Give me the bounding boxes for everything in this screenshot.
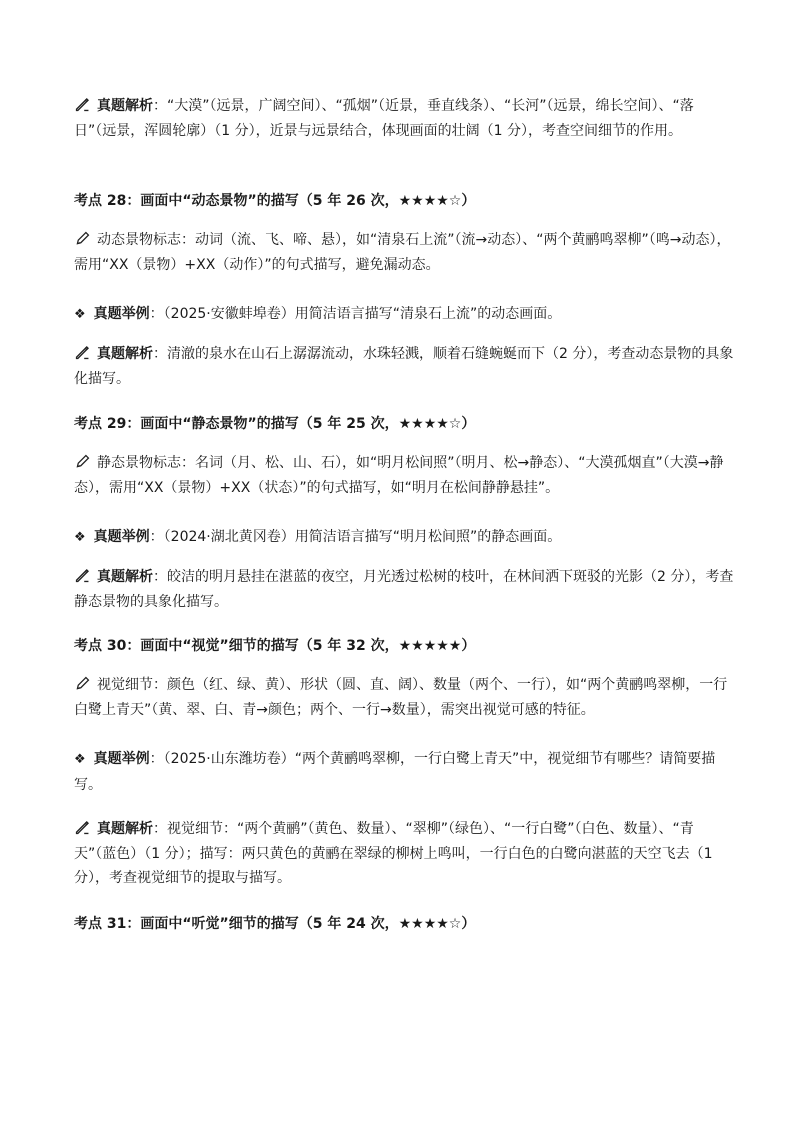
note-text: 动态景物标志：动词（流、飞、啼、悬），如“清泉石上流”（流→动态）、“两个黄鹂鸣翠柳”（鸣→动态），需用“XX（景物）+XX（动作）”的句式描写，避免漏动态。 <box>74 232 731 273</box>
section-heading-29: 考点 29：画面中“静态景物”的描写（5 年 25 次，★★★★☆） <box>74 416 476 432</box>
pencil-icon <box>74 344 91 361</box>
example-label: 真题举例 <box>93 306 150 322</box>
analysis-text: 清澈的泉水在山石上潺潺流动，水珠轻溅，顺着石缝蜿蜒而下（2 分），考查动态景物的具象化描写。 <box>74 346 734 387</box>
diamond-icon: ❖ <box>74 530 86 545</box>
analysis-paragraph: 真题解析：视觉细节：“两个黄鹂”（黄色、数量）、“翠柳”（绿色）、“一行白鹭”（白色、数量）、“青天”（蓝色）（1 分）；描写：两只黄色的黄鹂在翠绿的柳树上鸣叫，一行白色的白鹭向湛蓝的天空飞去（1 分），考查视觉细节的提取与描写。 <box>74 821 713 886</box>
pencil-icon <box>74 96 91 113</box>
example-text: （2024·湖北黄冈卷）用简洁语言描写“明月松间照”的静态画面。 <box>163 529 562 545</box>
pen-icon <box>74 675 91 692</box>
example-text: （2025·安徽蚌埠卷）用简洁语言描写“清泉石上流”的动态画面。 <box>163 306 562 322</box>
analysis-paragraph: 真题解析：清澈的泉水在山石上潺潺流动，水珠轻溅，顺着石缝蜿蜒而下（2 分），考查动态景物的具象化描写。 <box>74 346 734 387</box>
note-paragraph <box>74 673 734 722</box>
analysis-label: 真题解析 <box>97 346 153 362</box>
section-heading-30: 考点 30：画面中“视觉”细节的描写（5 年 32 次，★★★★★） <box>74 638 476 654</box>
analysis-label: 真题解析 <box>97 569 153 585</box>
pen-icon <box>74 453 91 470</box>
analysis-paragraph: 真题解析：“大漠”（远景，广阔空间）、“孤烟”（近景，垂直线条）、“长河”（远景，绵长空间）、“落日”（远景，浑圆轮廓）（1 分），近景与远景结合，体现画面的壮阔（1 分），考查空间细节的作用。 <box>74 98 694 139</box>
example-paragraph: ❖ 真题举例：（2024·湖北黄冈卷）用简洁语言描写“明月松间照”的静态画面。 <box>74 525 734 551</box>
example-label: 真题举例 <box>93 529 150 545</box>
analysis-label: 真题解析 <box>97 821 153 837</box>
analysis-text: 皎洁的明月悬挂在湛蓝的夜空，月光透过松树的枝叶，在林间洒下斑驳的光影（2 分），考查静态景物的具象化描写。 <box>74 569 734 610</box>
diamond-icon: ❖ <box>74 752 86 767</box>
analysis-label: 真题解析 <box>97 98 153 114</box>
pencil-icon <box>74 819 91 836</box>
pencil-icon <box>74 567 91 584</box>
section-heading-31: 考点 31：画面中“听觉”细节的描写（5 年 24 次，★★★★☆） <box>74 916 476 932</box>
note-paragraph <box>74 451 734 500</box>
analysis-paragraph: 真题解析：皎洁的明月悬挂在湛蓝的夜空，月光透过松树的枝叶，在林间洒下斑驳的光影（2 分），考查静态景物的具象化描写。 <box>74 569 734 610</box>
note-text: 视觉细节：颜色（红、绿、黄）、形状（圆、直、阔）、数量（两个、一行），如“两个黄鹂鸣翠柳，一行白鹭上青天”（黄、翠、白、青→颜色；两个、一行→数量），需突出视觉可感的特征。 <box>74 677 728 718</box>
example-label: 真题举例 <box>93 751 150 767</box>
note-text: 静态景物标志：名词（月、松、山、石），如“明月松间照”（明月、松→静态）、“大漠孤烟直”（大漠→静态），需用“XX（景物）+XX（状态）”的句式描写，如“明月在松间静静悬挂”。 <box>74 455 724 496</box>
example-paragraph: ❖ 真题举例：（2025·山东潍坊卷）“两个黄鹂鸣翠柳，一行白鹭上青天”中，视觉细节有哪些？请简要描写。 <box>74 747 734 797</box>
section-heading-28: 考点 28：画面中“动态景物”的描写（5 年 26 次，★★★★☆） <box>74 193 476 209</box>
note-paragraph <box>74 228 734 277</box>
example-text: （2025·山东潍坊卷）“两个黄鹂鸣翠柳，一行白鹭上青天”中，视觉细节有哪些？请简要描写。 <box>74 751 716 793</box>
example-paragraph: ❖ 真题举例：（2025·安徽蚌埠卷）用简洁语言描写“清泉石上流”的动态画面。 <box>74 302 734 328</box>
diamond-icon: ❖ <box>74 307 86 322</box>
analysis-text: “大漠”（远景，广阔空间）、“孤烟”（近景，垂直线条）、“长河”（远景，绵长空间）、“落日”（远景，浑圆轮廓）（1 分），近景与远景结合，体现画面的壮阔（1 分），考查空间细节的作用。 <box>74 98 694 139</box>
analysis-text: 视觉细节：“两个黄鹂”（黄色、数量）、“翠柳”（绿色）、“一行白鹭”（白色、数量）、“青天”（蓝色）（1 分）；描写：两只黄色的黄鹂在翠绿的柳树上鸣叫，一行白色的白鹭向湛蓝的天空飞去（1 分），考查视觉细节的提取与描写。 <box>74 821 713 886</box>
pen-icon <box>74 230 91 247</box>
